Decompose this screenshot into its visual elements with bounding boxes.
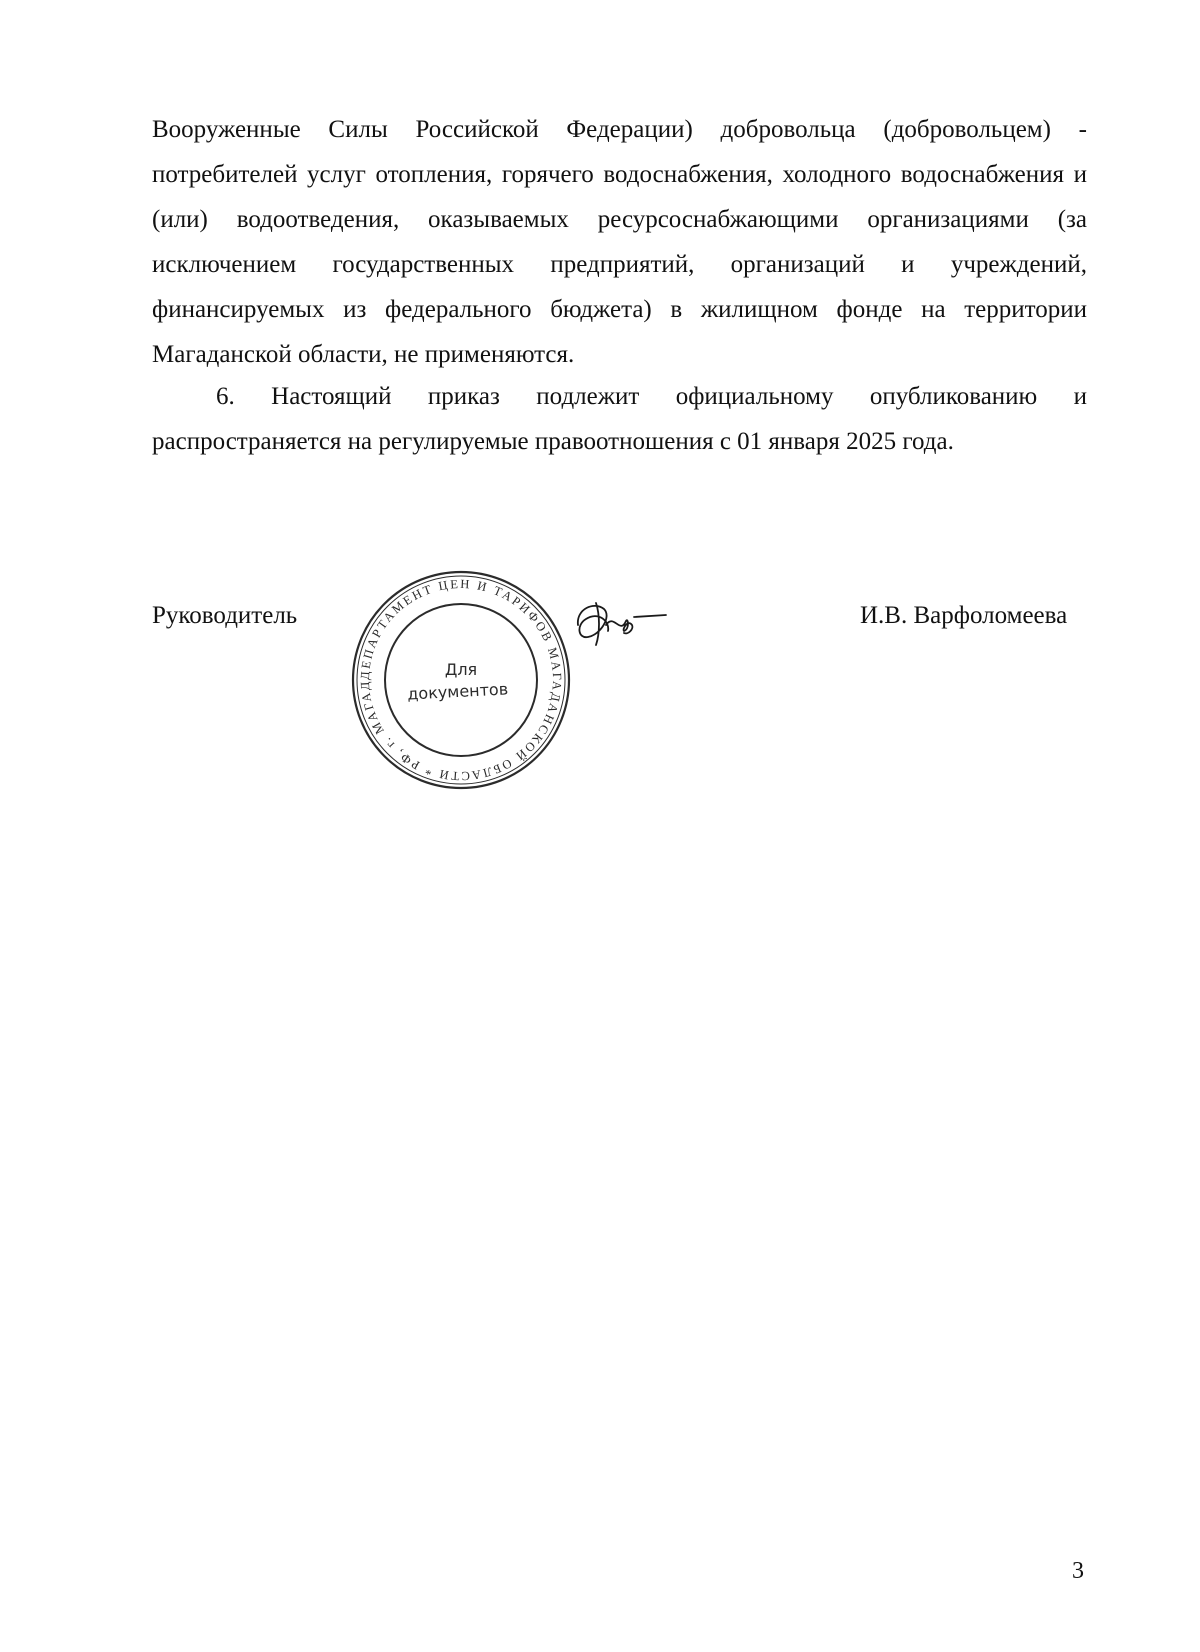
stamp-center-line-2: документов [406,679,509,704]
page-number: 3 [1072,1558,1084,1584]
paragraph-2: 6. Настоящий приказ подлежит официальному опубликованию и распространяется на регулируемые правоотношения с 01 января 2025 года. [152,383,1087,455]
official-stamp [346,565,576,795]
document-body [152,107,1087,377]
stamp-seal-graphic [346,565,576,795]
stamp-ring-text: ДЕПАРТАМЕНТ ЦЕН И ТАРИФОВ МАГАДАНСКОЙ ОБЛАСТИ * РФ, г. МАГАД [357,576,565,784]
stamp-inner-ring [385,604,537,756]
stamp-center-line-1: Для [444,660,478,679]
signatory-title: Руководитель [152,602,298,629]
signature-graphic [570,595,670,655]
signatory-name: И.В. Варфоломеева [860,602,1068,629]
paragraph-1: Вооруженные Силы Российской Федерации) добровольца (добровольцем) - потребителей услуг отопления, горячего водоснабжения, холодного водоснабжения и (или) водоотведения, оказываемых ресурсоснабжающими организациями (за исключением государственных предприятий, организаций и учреждений, финансируемых из федерального бюджета) в жилищном фонде на территории Магаданской области, не применяются. [152,116,1087,368]
handwritten-signature [570,595,670,655]
document-body-clause-6 [152,374,1087,464]
